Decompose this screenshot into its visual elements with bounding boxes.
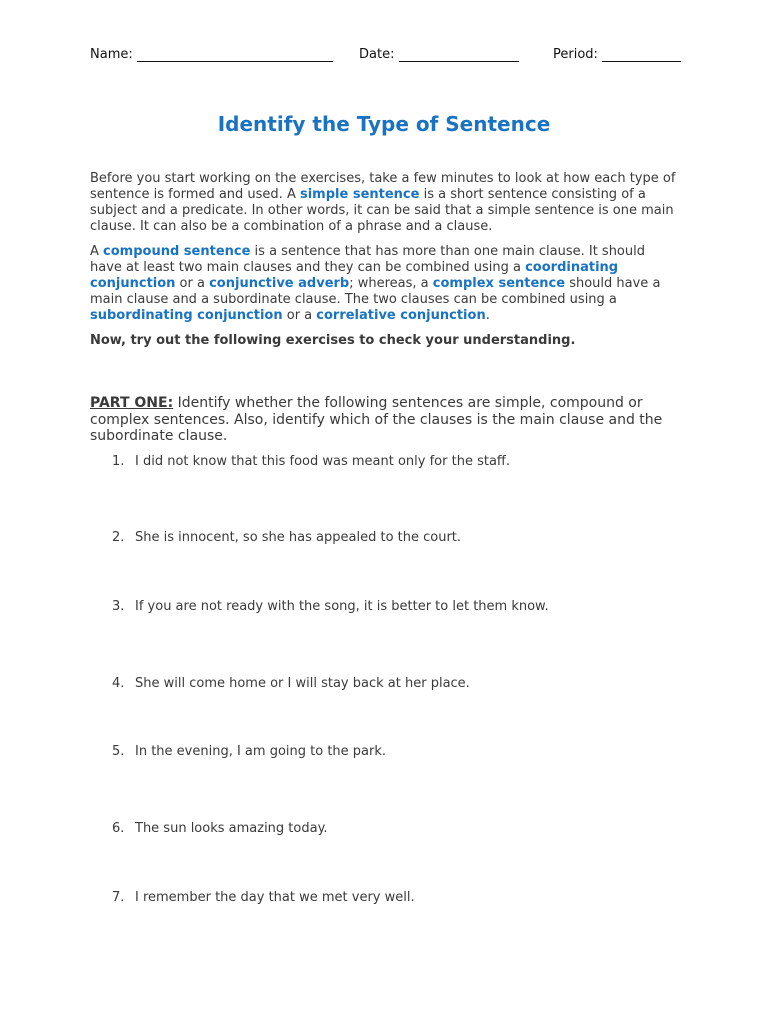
term-correlative-conjunction: correlative conjunction (316, 308, 486, 323)
name-field (90, 47, 333, 62)
question-number: 2. (112, 530, 125, 545)
question-item (112, 744, 386, 759)
text-run: or a (282, 308, 317, 323)
term-complex-sentence: complex sentence (432, 276, 566, 291)
date-label: Date: (359, 47, 395, 62)
term-coordinating-conjunction: coordinating conjunction (90, 260, 619, 291)
question-text: The sun looks amazing today. (135, 821, 328, 836)
part-one-label: PART ONE: (90, 395, 174, 411)
period-blank[interactable] (602, 48, 681, 62)
question-text: If you are not ready with the song, it is better to let them know. (135, 599, 549, 614)
text-run: ; whereas, a (349, 276, 433, 291)
part-one-text: Identify whether the following sentences are simple, compound or complex sentences. Also, identify which of the clauses is the main clause and the subordinate clause. (90, 395, 663, 444)
page-title: Identify the Type of Sentence (217, 112, 551, 136)
question-number: 1. (112, 454, 125, 469)
question-item (112, 676, 470, 691)
period-field (553, 47, 681, 62)
text-run: is a short sentence consisting of a subject and a predicate. In other words, it can be said that a simple sentence is one main clause. It can also be a combination of a phrase and a clause. (90, 187, 674, 234)
question-item (112, 454, 510, 469)
text-run: . (485, 308, 490, 323)
text-run: is a sentence that has more than one main clause. It should have at least two main clauses and they can be combined using a (90, 244, 645, 275)
question-text: I remember the day that we met very well. (135, 890, 415, 905)
text-run: should have a main clause and a subordinate clause. The two clauses can be combined using a (90, 276, 661, 307)
text-run: Before you start working on the exercises, take a few minutes to look at how each type of sentence is formed and used. A (90, 171, 676, 202)
question-text: She is innocent, so she has appealed to the court. (135, 530, 462, 545)
question-text: She will come home or I will stay back at her place. (135, 676, 470, 691)
period-label: Period: (553, 47, 598, 62)
date-blank[interactable] (399, 48, 519, 62)
intro-paragraph-1 (90, 171, 680, 235)
question-number: 5. (112, 744, 125, 759)
question-number: 7. (112, 890, 125, 905)
question-number: 6. (112, 821, 125, 836)
name-label: Name: (90, 47, 133, 62)
term-subordinating-conjunction: subordinating conjunction (90, 308, 283, 323)
date-field (359, 47, 519, 62)
intro-instruction: Now, try out the following exercises to check your understanding. (90, 333, 576, 348)
question-item (112, 530, 461, 545)
question-number: 3. (112, 599, 125, 614)
question-item (112, 890, 415, 905)
term-simple-sentence: simple sentence (299, 187, 420, 202)
part-one-instructions (90, 395, 680, 445)
question-item (112, 599, 549, 614)
term-compound-sentence: compound sentence (103, 244, 251, 259)
intro-paragraph-2 (90, 244, 680, 324)
term-conjunctive-adverb: conjunctive adverb (209, 276, 350, 291)
text-run: or a (175, 276, 210, 291)
text-run: A (90, 244, 104, 259)
name-blank[interactable] (137, 48, 333, 62)
question-text: In the evening, I am going to the park. (135, 744, 387, 759)
question-item (112, 821, 328, 836)
question-text: I did not know that this food was meant only for the staff. (135, 454, 511, 469)
intro-section (90, 171, 680, 358)
question-number: 4. (112, 676, 125, 691)
